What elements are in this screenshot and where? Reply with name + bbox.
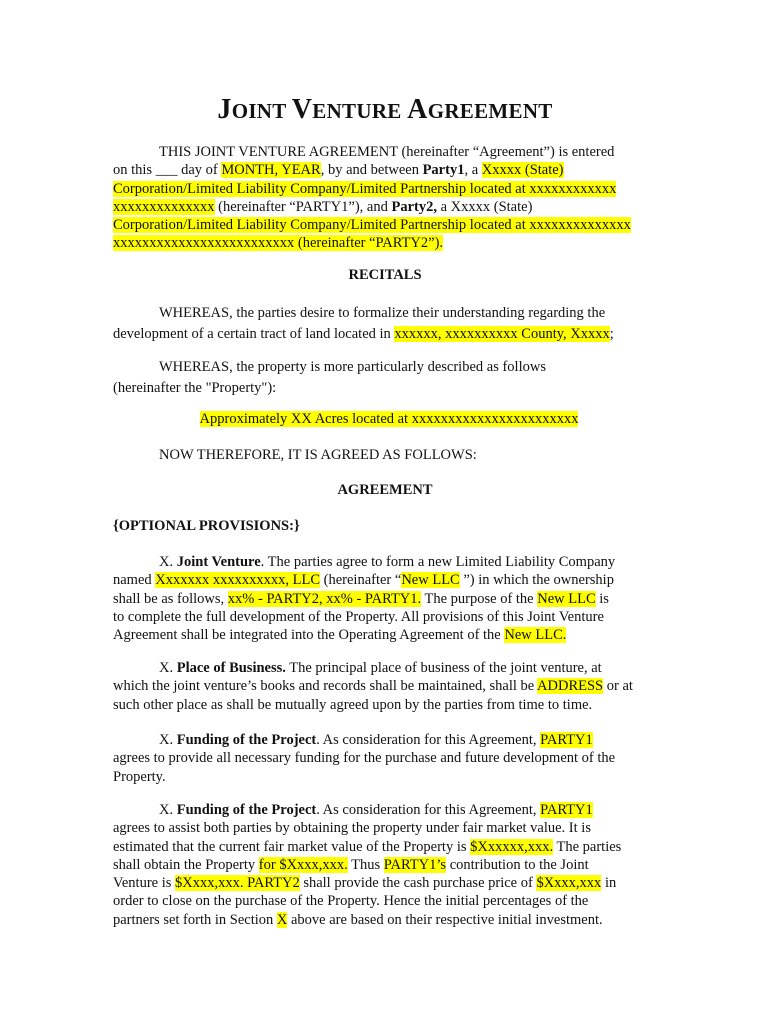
- text-line: NOW THEREFORE, IT IS AGREED AS FOLLOWS:: [159, 447, 477, 463]
- text-line: THIS JOINT VENTURE AGREEMENT (hereinafter “Agreement”) is entered: [159, 144, 615, 160]
- title-part: ENTURE: [312, 99, 402, 123]
- text: The principal place of business of the joint venture, at: [285, 660, 602, 676]
- property-description: [113, 410, 665, 428]
- party-name: Party2,: [391, 198, 437, 215]
- placeholder-field: MONTH, YEAR: [221, 162, 321, 179]
- text: partners set forth in Section: [113, 911, 277, 928]
- text: , a: [464, 162, 482, 179]
- text: Thus: [347, 856, 384, 873]
- text: ”) in which the ownership: [459, 572, 614, 589]
- document-title: [0, 94, 770, 126]
- text: (hereinafter “: [320, 572, 402, 589]
- placeholder-field: for $Xxxx,xxx.: [258, 856, 348, 873]
- title-part: GREEMENT: [427, 99, 553, 123]
- text: shall obtain the Property: [113, 856, 259, 873]
- placeholder-field: X: [276, 911, 288, 928]
- text: Venture is: [113, 875, 176, 892]
- text: a Xxxxx (State): [436, 198, 533, 215]
- text-line: [113, 216, 665, 234]
- intro-paragraph: [113, 143, 665, 253]
- section-number: X.: [159, 660, 177, 676]
- placeholder-field: xxxxxxxxxxxxxxxxxxxxxxxxx (hereinafter “PARTY2”).: [113, 235, 444, 252]
- now-therefore-line: [113, 446, 665, 464]
- placeholder-field: $Xxxx,xxx: [536, 875, 602, 892]
- text-line: (hereinafter the "Property"):: [113, 380, 277, 396]
- text: above are based on their respective initial investment.: [287, 911, 603, 928]
- section-heading: Funding of the Project: [176, 802, 317, 818]
- text-line: [113, 571, 665, 589]
- whereas-paragraph-2: [113, 357, 665, 399]
- placeholder-field: PARTY1: [540, 732, 593, 748]
- section-number: X.: [159, 732, 177, 748]
- section-number: X.: [159, 554, 177, 570]
- section-number: X.: [159, 802, 177, 818]
- section-heading: Joint Venture: [176, 554, 261, 570]
- text: on this ___ day of: [113, 162, 222, 179]
- placeholder-field: Xxxxx (State): [481, 162, 564, 179]
- text: shall provide the cash purchase price of: [299, 875, 537, 892]
- placeholder-field: Approximately XX Acres located at xxxxxxxxxxxxxxxxxxxxxxx: [199, 411, 579, 427]
- text: which the joint venture’s books and records shall be maintained, shall be: [113, 678, 538, 695]
- placeholder-field: PARTY1’s: [383, 856, 447, 873]
- text-line: [113, 161, 665, 179]
- placeholder-field: Corporation/Limited Liability Company/Limited Partnership located at xxxxxxxxxxxxxx: [113, 217, 631, 234]
- text: or at: [603, 678, 633, 695]
- placeholder-field: $Xxxxxx,xxx.: [470, 838, 554, 855]
- party-name: Party1: [422, 162, 465, 179]
- text-line: agrees to assist both parties by obtaining the property under fair market value. It is: [113, 820, 591, 837]
- text: The parties: [553, 838, 622, 855]
- title-part: OINT: [231, 99, 287, 123]
- text-line: agrees to provide all necessary funding for the purchase and future development of the: [113, 750, 616, 767]
- text-line: [113, 659, 665, 677]
- text: Agreement shall be integrated into the Operating Agreement of the: [113, 627, 505, 644]
- text-line: such other place as shall be mutually agreed upon by the parties from time to time.: [113, 696, 593, 713]
- agreement-heading: AGREEMENT: [337, 482, 433, 498]
- recitals-heading: RECITALS: [348, 267, 422, 283]
- text-line: [113, 324, 665, 345]
- text-line: [113, 911, 665, 929]
- optional-provisions-heading: {OPTIONAL PROVISIONS:}: [113, 518, 300, 534]
- text-line: [113, 590, 665, 608]
- text-line: [113, 856, 665, 874]
- text-line: [113, 553, 665, 571]
- title-initial: V: [291, 94, 313, 125]
- text-line: [113, 731, 665, 749]
- placeholder-field: New LLC: [537, 590, 596, 607]
- text-line: WHEREAS, the property is more particularly described as follows: [159, 359, 546, 375]
- placeholder-field: Corporation/Limited Liability Company/Limited Partnership located at xxxxxxxxxxxx: [113, 180, 617, 197]
- placeholder-field: xxxxxxxxxxxxxx: [113, 198, 215, 215]
- text: named: [113, 572, 156, 589]
- joint-venture-section: [113, 553, 665, 644]
- text-line: [113, 838, 665, 856]
- section-heading: Place of Business.: [176, 660, 286, 676]
- funding-section-1: [113, 731, 665, 786]
- text-line: [113, 626, 665, 644]
- text-line: WHEREAS, the parties desire to formalize their understanding regarding the: [159, 305, 606, 321]
- text-line: [113, 234, 665, 252]
- funding-section-2: [113, 801, 665, 929]
- whereas-paragraph-1: [113, 303, 665, 345]
- placeholder-field: New LLC: [401, 572, 460, 589]
- placeholder-field: xx% - PARTY2, xx% - PARTY1.: [227, 590, 422, 607]
- text-line: to complete the full development of the Property. All provisions of this Joint Venture: [113, 608, 604, 625]
- text-line: [113, 677, 665, 695]
- text: contribution to the Joint: [446, 856, 589, 873]
- text: in: [601, 875, 617, 892]
- text: shall be as follows,: [113, 590, 228, 607]
- text: development of a certain tract of land located in: [113, 326, 395, 342]
- placeholder-field: PARTY1: [540, 802, 593, 818]
- text: The purpose of the: [421, 590, 538, 607]
- text: . As consideration for this Agreement,: [316, 802, 541, 818]
- placeholder-field: $Xxxx,xxx. PARTY2: [175, 875, 300, 892]
- title-initial: J: [217, 94, 232, 125]
- text-line: [113, 180, 665, 198]
- text: is: [595, 590, 609, 607]
- text: ;: [609, 326, 614, 342]
- text-line: [113, 198, 665, 216]
- text: . As consideration for this Agreement,: [316, 732, 541, 748]
- text-line: order to close on the purchase of the Property. Hence the initial percentages of the: [113, 893, 589, 910]
- placeholder-field: Xxxxxxx xxxxxxxxxx, LLC: [155, 572, 321, 589]
- text-line: [113, 874, 665, 892]
- placeholder-field: ADDRESS: [537, 678, 604, 695]
- title-initial: A: [407, 94, 428, 125]
- section-heading: Funding of the Project: [176, 732, 317, 748]
- placeholder-field: xxxxxx, xxxxxxxxxx County, Xxxxx: [394, 326, 610, 342]
- text: estimated that the current fair market value of the Property is: [113, 838, 471, 855]
- text-line: [113, 801, 665, 819]
- place-of-business-section: [113, 659, 665, 714]
- text: , by and between: [320, 162, 423, 179]
- text-line: Property.: [113, 768, 166, 785]
- text: (hereinafter “PARTY1”), and: [214, 198, 392, 215]
- text: . The parties agree to form a new Limited Liability Company: [260, 554, 616, 570]
- placeholder-field: New LLC.: [504, 627, 567, 644]
